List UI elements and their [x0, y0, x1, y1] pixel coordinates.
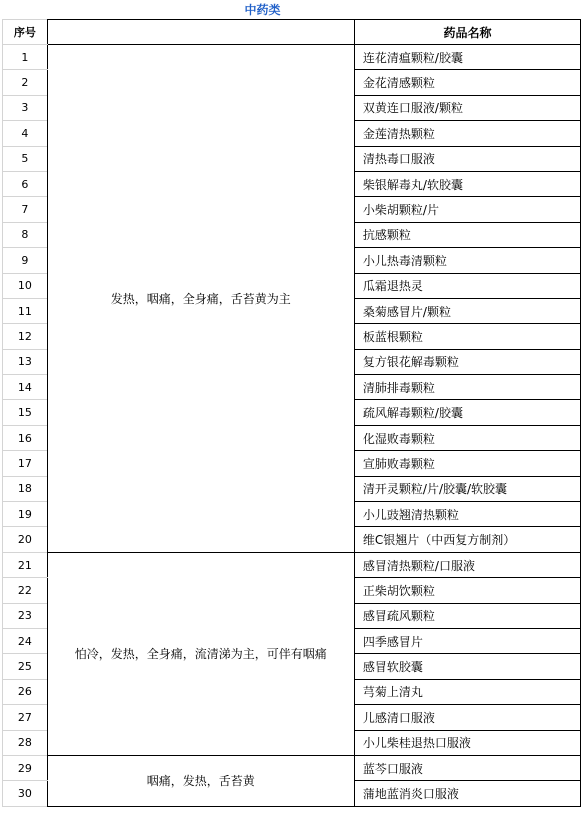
- row-index: 19: [3, 502, 48, 527]
- drug-name-cell: 金花清感颗粒: [354, 70, 580, 95]
- row-index: 3: [3, 95, 48, 120]
- row-index: 18: [3, 476, 48, 501]
- drug-name-cell: 芎菊上清丸: [354, 679, 580, 704]
- row-index: 28: [3, 730, 48, 755]
- table-row: [3, 755, 581, 780]
- drug-name-cell: 蓝芩口服液: [354, 755, 580, 780]
- drug-name-cell: 复方银花解毒颗粒: [354, 349, 580, 374]
- medicine-table: [2, 19, 581, 807]
- drug-name-cell: 疏风解毒颗粒/胶囊: [354, 400, 580, 425]
- symptom-cell: 发热，咽痛，全身痛，舌苔黄为主: [47, 45, 354, 553]
- row-index: 23: [3, 603, 48, 628]
- drug-name-cell: 感冒疏风颗粒: [354, 603, 580, 628]
- drug-name-cell: 板蓝根颗粒: [354, 324, 580, 349]
- drug-name-cell: 感冒软胶囊: [354, 654, 580, 679]
- row-index: 12: [3, 324, 48, 349]
- row-index: 9: [3, 248, 48, 273]
- drug-name-cell: 正柴胡饮颗粒: [354, 578, 580, 603]
- row-index: 11: [3, 298, 48, 323]
- row-index: 10: [3, 273, 48, 298]
- table-body: [3, 45, 581, 807]
- header-index: 序号: [3, 20, 48, 45]
- table-row: [3, 45, 581, 70]
- drug-name-cell: 清热毒口服液: [354, 146, 580, 171]
- row-index: 8: [3, 222, 48, 247]
- row-index: 29: [3, 755, 48, 780]
- row-index: 20: [3, 527, 48, 552]
- row-index: 22: [3, 578, 48, 603]
- row-index: 30: [3, 781, 48, 806]
- row-index: 15: [3, 400, 48, 425]
- row-index: 14: [3, 375, 48, 400]
- drug-name-cell: 双黄连口服液/颗粒: [354, 95, 580, 120]
- row-index: 16: [3, 425, 48, 450]
- table-row: [3, 552, 581, 577]
- drug-name-cell: 宣肺败毒颗粒: [354, 451, 580, 476]
- row-index: 25: [3, 654, 48, 679]
- row-index: 2: [3, 70, 48, 95]
- symptom-cell: 咽痛，发热，舌苔黄: [47, 755, 354, 806]
- drug-name-cell: 清肺排毒颗粒: [354, 375, 580, 400]
- row-index: 24: [3, 628, 48, 653]
- drug-name-cell: 瓜霜退热灵: [354, 273, 580, 298]
- drug-name-cell: 连花清瘟颗粒/胶囊: [354, 45, 580, 70]
- row-index: 7: [3, 197, 48, 222]
- drug-name-cell: 小儿豉翘清热颗粒: [354, 502, 580, 527]
- drug-name-cell: 四季感冒片: [354, 628, 580, 653]
- drug-name-cell: 维C银翘片（中西复方制剂）: [354, 527, 580, 552]
- drug-name-cell: 化湿败毒颗粒: [354, 425, 580, 450]
- row-index: 13: [3, 349, 48, 374]
- drug-name-cell: 柴银解毒丸/软胶囊: [354, 171, 580, 196]
- row-index: 6: [3, 171, 48, 196]
- row-index: 27: [3, 705, 48, 730]
- drug-name-cell: 儿感清口服液: [354, 705, 580, 730]
- row-index: 17: [3, 451, 48, 476]
- drug-name-cell: 小柴胡颗粒/片: [354, 197, 580, 222]
- header-symptom: [47, 20, 354, 45]
- row-index: 26: [3, 679, 48, 704]
- drug-name-cell: 清开灵颗粒/片/胶囊/软胶囊: [354, 476, 580, 501]
- drug-name-cell: 桑菊感冒片/颗粒: [354, 298, 580, 323]
- drug-name-cell: 感冒清热颗粒/口服液: [354, 552, 580, 577]
- drug-name-cell: 金莲清热颗粒: [354, 121, 580, 146]
- drug-name-cell: 小儿柴桂退热口服液: [354, 730, 580, 755]
- drug-name-cell: 蒲地蓝消炎口服液: [354, 781, 580, 806]
- header-drug-name: 药品名称: [354, 20, 580, 45]
- symptom-cell: 怕冷，发热，全身痛，流清涕为主，可伴有咽痛: [47, 552, 354, 755]
- drug-name-cell: 小儿热毒清颗粒: [354, 248, 580, 273]
- row-index: 1: [3, 45, 48, 70]
- table-title: 中药类: [244, 3, 281, 17]
- row-index: 21: [3, 552, 48, 577]
- row-index: 5: [3, 146, 48, 171]
- drug-name-cell: 抗感颗粒: [354, 222, 580, 247]
- header-row: [3, 20, 581, 45]
- row-index: 4: [3, 121, 48, 146]
